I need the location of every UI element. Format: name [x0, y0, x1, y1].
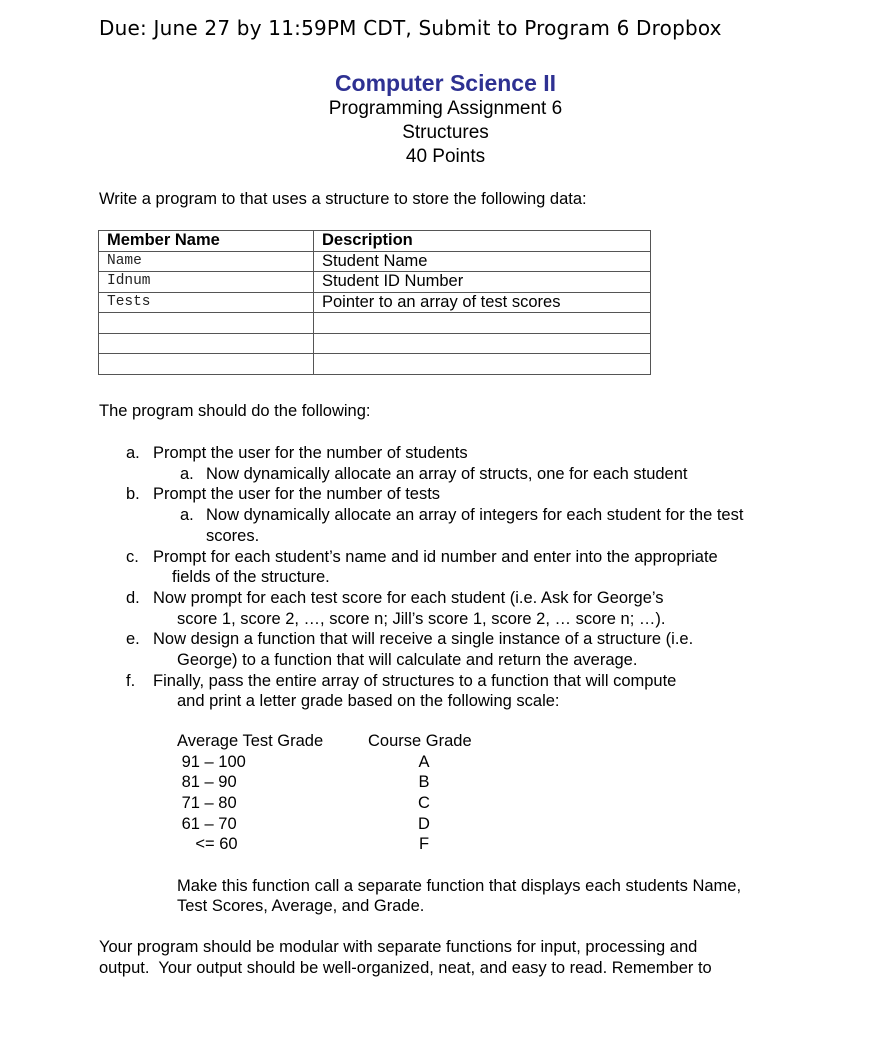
step-c-text-line1: Prompt for each student’s name and id number and enter into the appropriate: [153, 547, 718, 566]
step-b-sub-text-line1: Now dynamically allocate an array of integers for each student for the test: [206, 506, 744, 525]
table-row: [99, 292, 651, 313]
assignment-points: 40 Points: [405, 146, 486, 167]
step-a-text: Prompt the user for the number of students: [153, 444, 468, 462]
header-average-test-grade: Average Test Grade: [177, 732, 324, 750]
table-row: [99, 251, 651, 272]
member-name-cell: [99, 313, 314, 334]
step-d-text-line2: score 1, score 2, …, score n; Jill’s score 1, score 2, … score n; …).: [177, 609, 666, 628]
table-row-empty: [99, 333, 651, 354]
table-row-empty: [99, 354, 651, 375]
requirements-intro: The program should do the following:: [99, 402, 371, 420]
step-b-marker: b.: [126, 485, 140, 504]
letter-grade: B: [418, 773, 430, 792]
description-cell: Pointer to an array of test scores: [314, 292, 651, 313]
step-f-marker: f.: [126, 671, 136, 690]
grade-range: 61 – 70: [177, 814, 237, 833]
member-name-cell: Tests: [99, 292, 314, 313]
step-c-text-line2: fields of the structure.: [172, 568, 330, 587]
grade-range: 81 – 90: [177, 773, 237, 792]
description-cell: Student ID Number: [314, 272, 651, 293]
due-date-line: Due: June 27 by 11:59PM CDT, Submit to Program 6 Dropbox: [99, 16, 722, 40]
letter-grade: D: [418, 814, 430, 833]
step-d-marker: d.: [126, 588, 140, 607]
table-row-empty: [99, 313, 651, 334]
column-header-member-name: Member Name: [99, 231, 314, 252]
description-cell: [314, 354, 651, 375]
column-header-description: Description: [314, 231, 651, 252]
document-header: [0, 70, 891, 169]
letter-grade: C: [418, 794, 430, 813]
display-note-line2: Test Scores, Average, and Grade.: [177, 897, 425, 915]
step-b-text: Prompt the user for the number of tests: [153, 485, 441, 504]
member-name-cell: [99, 354, 314, 375]
step-a-marker: a.: [126, 444, 140, 462]
grade-range: <= 60: [177, 835, 238, 854]
assignment-topic: Structures: [402, 122, 489, 143]
assignment-title: Programming Assignment 6: [328, 98, 563, 119]
step-f-text-line1: Finally, pass the entire array of structures to a function that will compute: [153, 671, 677, 690]
closing-line1: Your program should be modular with separate functions for input, processing and: [99, 938, 698, 956]
description-cell: Student Name: [314, 251, 651, 272]
member-name-cell: [99, 333, 314, 354]
step-f-text-line2: and print a letter grade based on the following scale:: [177, 692, 560, 711]
step-e-text-line2: George) to a function that will calculate and return the average.: [177, 651, 638, 669]
letter-grade: A: [418, 752, 430, 771]
structure-members-table: [98, 230, 651, 375]
step-c-marker: c.: [126, 547, 139, 566]
member-name-cell: Idnum: [99, 272, 314, 293]
grade-range: 71 – 80: [177, 794, 237, 813]
step-e-marker: e.: [126, 630, 140, 649]
description-cell: [314, 313, 651, 334]
letter-grade: F: [418, 835, 430, 854]
table-header-row: [99, 231, 651, 252]
step-a-sub-text: Now dynamically allocate an array of structs, one for each student: [206, 464, 688, 483]
header-course-grade: Course Grade: [368, 732, 472, 750]
intro-paragraph: Write a program to that uses a structure to store the following data:: [99, 190, 587, 208]
display-note-line1: Make this function call a separate function that displays each students Name,: [177, 877, 742, 895]
step-d-text-line1: Now prompt for each test score for each student (i.e. Ask for George’s: [153, 588, 664, 607]
course-title: Computer Science II: [334, 70, 557, 96]
step-e-text-line1: Now design a function that will receive a single instance of a structure (i.e.: [153, 630, 694, 649]
grade-range: 91 – 100: [177, 752, 246, 771]
closing-line2: output. Your output should be well-organized, neat, and easy to read. Remember to: [99, 959, 712, 977]
description-cell: [314, 333, 651, 354]
step-b-sub-marker: a.: [180, 506, 194, 525]
step-b-sub-text-line2: scores.: [206, 526, 260, 545]
member-name-cell: Name: [99, 251, 314, 272]
step-a-sub-marker: a.: [180, 464, 194, 483]
table-row: [99, 272, 651, 293]
